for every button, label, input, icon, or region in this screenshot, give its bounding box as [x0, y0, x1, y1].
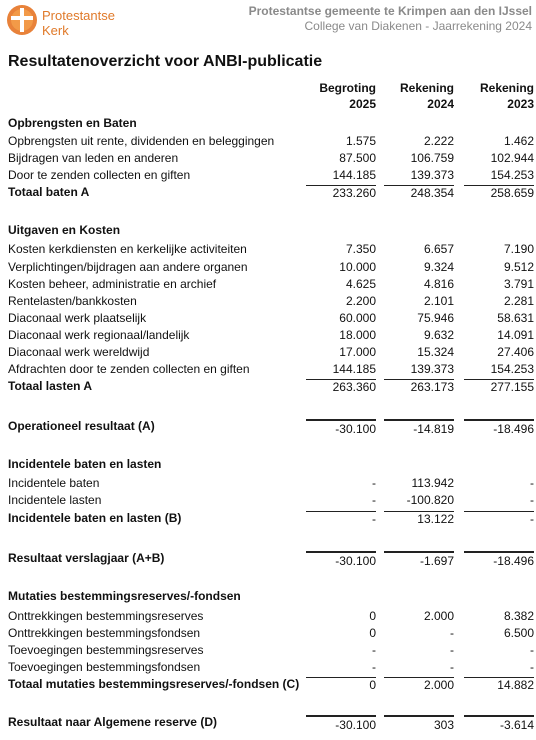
row-label: Bijdragen van leden en anderen — [8, 151, 179, 165]
value-rekening-2024: 13.122 — [384, 511, 454, 526]
row-label: Opbrengsten uit rente, dividenden en beleggingen — [8, 134, 275, 148]
table-row — [0, 259, 536, 276]
row-label: Onttrekkingen bestemmingsfondsen — [8, 626, 201, 640]
table-row — [0, 167, 536, 184]
table-row — [0, 344, 536, 361]
value-rekening-2024: -1.697 — [384, 551, 454, 568]
section-heading — [0, 456, 536, 473]
value-rekening-2024: 248.354 — [384, 185, 454, 200]
value-rekening-2024: 106.759 — [410, 151, 454, 165]
row-label: Incidentele baten en lasten — [8, 457, 162, 471]
logo-text-line2: Kerk — [42, 23, 69, 38]
row-label: Uitgaven en Kosten — [8, 223, 121, 237]
row-label: Operationeel resultaat (A) — [8, 419, 155, 433]
value-begroting-2025: -30.100 — [306, 715, 376, 732]
row-label: Incidentele baten en lasten (B) — [8, 511, 182, 525]
value-begroting-2025: 87.500 — [339, 151, 376, 165]
protestantse-kerk-logo — [6, 4, 116, 38]
value-begroting-2025: - — [372, 476, 376, 490]
value-rekening-2024: 2.000 — [423, 609, 454, 623]
value-begroting-2025: - — [306, 511, 376, 526]
value-rekening-2024: 139.373 — [410, 362, 454, 376]
value-rekening-2024: - — [450, 626, 454, 640]
table-row — [0, 327, 536, 344]
column-header-rekening-2023 — [464, 80, 534, 112]
logo-text-line1: Protestantse — [42, 8, 115, 23]
value-rekening-2023: -3.614 — [464, 715, 534, 732]
value-rekening-2023: - — [464, 511, 534, 526]
value-rekening-2023: 7.190 — [503, 242, 534, 256]
result-row — [0, 418, 536, 435]
row-label: Opbrengsten en Baten — [8, 116, 137, 130]
value-rekening-2023: 2.281 — [503, 294, 534, 308]
value-begroting-2025: -30.100 — [306, 551, 376, 568]
value-begroting-2025: 10.000 — [339, 260, 376, 274]
row-label: Kosten beheer, administratie en archief — [8, 277, 217, 291]
value-rekening-2024: 2.222 — [423, 134, 454, 148]
value-begroting-2025: 144.185 — [332, 168, 376, 182]
value-begroting-2025: 17.000 — [339, 345, 376, 359]
row-label: Diaconaal werk wereldwijd — [8, 345, 150, 359]
table-row — [0, 133, 536, 150]
column-header-line2: 2024 — [427, 97, 454, 111]
row-label: Verplichtingen/bijdragen aan andere organen — [8, 260, 248, 274]
value-begroting-2025: - — [372, 660, 376, 674]
value-begroting-2025: 18.000 — [339, 328, 376, 342]
table-row — [0, 608, 536, 625]
value-rekening-2024: 75.946 — [417, 311, 454, 325]
value-rekening-2023: 3.791 — [503, 277, 534, 291]
row-label: Afdrachten door te zenden collecten en giften — [8, 362, 250, 376]
row-label: Mutaties bestemmingsreserves/-fondsen — [8, 589, 241, 603]
value-rekening-2024: 4.816 — [423, 277, 454, 291]
value-begroting-2025: 7.350 — [345, 242, 376, 256]
value-rekening-2024: 6.657 — [423, 242, 454, 256]
value-rekening-2023: - — [530, 643, 534, 657]
value-rekening-2024: 113.942 — [411, 476, 454, 490]
total-row — [0, 676, 536, 693]
value-rekening-2023: 1.462 — [503, 134, 534, 148]
value-rekening-2023: - — [530, 476, 534, 490]
value-rekening-2024: 303 — [384, 715, 454, 732]
value-begroting-2025: 0 — [306, 677, 376, 692]
column-header-line2: 2025 — [349, 97, 376, 111]
column-header-line1: Rekening — [479, 81, 534, 95]
value-rekening-2023: 8.382 — [503, 609, 534, 623]
value-begroting-2025: 0 — [369, 626, 376, 640]
row-label: Onttrekkingen bestemmingsreserves — [8, 609, 204, 623]
value-rekening-2024: 9.632 — [423, 328, 454, 342]
value-rekening-2023: -18.496 — [464, 419, 534, 436]
value-rekening-2024: 2.101 — [423, 294, 454, 308]
value-begroting-2025: 2.200 — [345, 294, 376, 308]
value-begroting-2025: -30.100 — [306, 419, 376, 436]
row-label: Resultaat verslagjaar (A+B) — [8, 551, 165, 565]
value-begroting-2025: 60.000 — [339, 311, 376, 325]
column-header-line1: Begroting — [319, 81, 376, 95]
value-rekening-2023: - — [530, 493, 534, 507]
value-rekening-2023: 58.631 — [497, 311, 534, 325]
value-rekening-2024: 15.324 — [417, 345, 454, 359]
value-rekening-2024: -100.820 — [406, 493, 454, 507]
value-rekening-2024: 2.000 — [384, 677, 454, 692]
value-rekening-2023: 154.253 — [490, 362, 534, 376]
value-rekening-2024: - — [450, 643, 454, 657]
row-label: Toevoegingen bestemmingsfondsen — [8, 660, 201, 674]
row-label: Totaal lasten A — [8, 379, 93, 393]
value-rekening-2024: 139.373 — [410, 168, 454, 182]
table-row — [0, 310, 536, 327]
value-rekening-2023: 14.882 — [464, 677, 534, 692]
column-header-begroting-2025 — [306, 80, 376, 112]
section-heading — [0, 588, 536, 605]
table-row — [0, 293, 536, 310]
header-organization: Protestantse gemeente te Krimpen aan den IJssel — [248, 4, 532, 18]
value-rekening-2023: 277.155 — [464, 379, 534, 394]
column-header-line1: Rekening — [399, 81, 454, 95]
value-rekening-2024: - — [450, 660, 454, 674]
table-row — [0, 659, 536, 676]
table-row — [0, 475, 536, 492]
cross-logo-icon — [6, 4, 38, 36]
row-label: Rentelasten/bankkosten — [8, 294, 137, 308]
total-row — [0, 378, 536, 395]
value-rekening-2023: 14.091 — [497, 328, 534, 342]
value-begroting-2025: 4.625 — [345, 277, 376, 291]
row-label: Diaconaal werk plaatselijk — [8, 311, 147, 325]
table-row — [0, 642, 536, 659]
row-label: Door te zenden collecten en giften — [8, 168, 191, 182]
value-rekening-2024: 263.173 — [384, 379, 454, 394]
value-begroting-2025: 233.260 — [306, 185, 376, 200]
table-row — [0, 241, 536, 258]
value-begroting-2025: 1.575 — [345, 134, 376, 148]
value-rekening-2023: 6.500 — [503, 626, 534, 640]
value-rekening-2023: 27.406 — [497, 345, 534, 359]
value-rekening-2023: -18.496 — [464, 551, 534, 568]
value-rekening-2023: - — [530, 660, 534, 674]
column-header-line2: 2023 — [507, 97, 534, 111]
section-heading — [0, 115, 536, 132]
value-rekening-2024: -14.819 — [384, 419, 454, 436]
row-label: Incidentele baten — [8, 476, 100, 490]
result-row — [0, 714, 536, 731]
value-begroting-2025: - — [372, 643, 376, 657]
row-label: Totaal mutaties bestemmingsreserves/-fondsen (C) — [8, 677, 300, 691]
header-subtitle: College van Diakenen - Jaarrekening 2024 — [304, 19, 532, 33]
page-title: Resultatenoverzicht voor ANBI-publicatie — [8, 53, 323, 70]
section-heading — [0, 222, 536, 239]
value-rekening-2023: 258.659 — [464, 185, 534, 200]
row-label: Resultaat naar Algemene reserve (D) — [8, 715, 217, 729]
table-row — [0, 625, 536, 642]
value-rekening-2023: 9.512 — [503, 260, 534, 274]
value-rekening-2023: 154.253 — [490, 168, 534, 182]
value-rekening-2023: 102.944 — [490, 151, 534, 165]
row-label: Diaconaal werk regionaal/landelijk — [8, 328, 190, 342]
table-row — [0, 150, 536, 167]
value-begroting-2025: - — [372, 493, 376, 507]
table-row — [0, 361, 536, 378]
row-label: Toevoegingen bestemmingsreserves — [8, 643, 204, 657]
value-begroting-2025: 0 — [369, 609, 376, 623]
value-begroting-2025: 144.185 — [332, 362, 376, 376]
table-row — [0, 276, 536, 293]
row-label: Totaal baten A — [8, 185, 90, 199]
value-begroting-2025: 263.360 — [306, 379, 376, 394]
value-rekening-2024: 9.324 — [423, 260, 454, 274]
column-header-rekening-2024 — [384, 80, 454, 112]
total-row — [0, 510, 536, 527]
row-label: Incidentele lasten — [8, 493, 102, 507]
result-row — [0, 550, 536, 567]
table-row — [0, 492, 536, 509]
total-row — [0, 184, 536, 201]
row-label: Kosten kerkdiensten en kerkelijke activiteiten — [8, 242, 247, 256]
